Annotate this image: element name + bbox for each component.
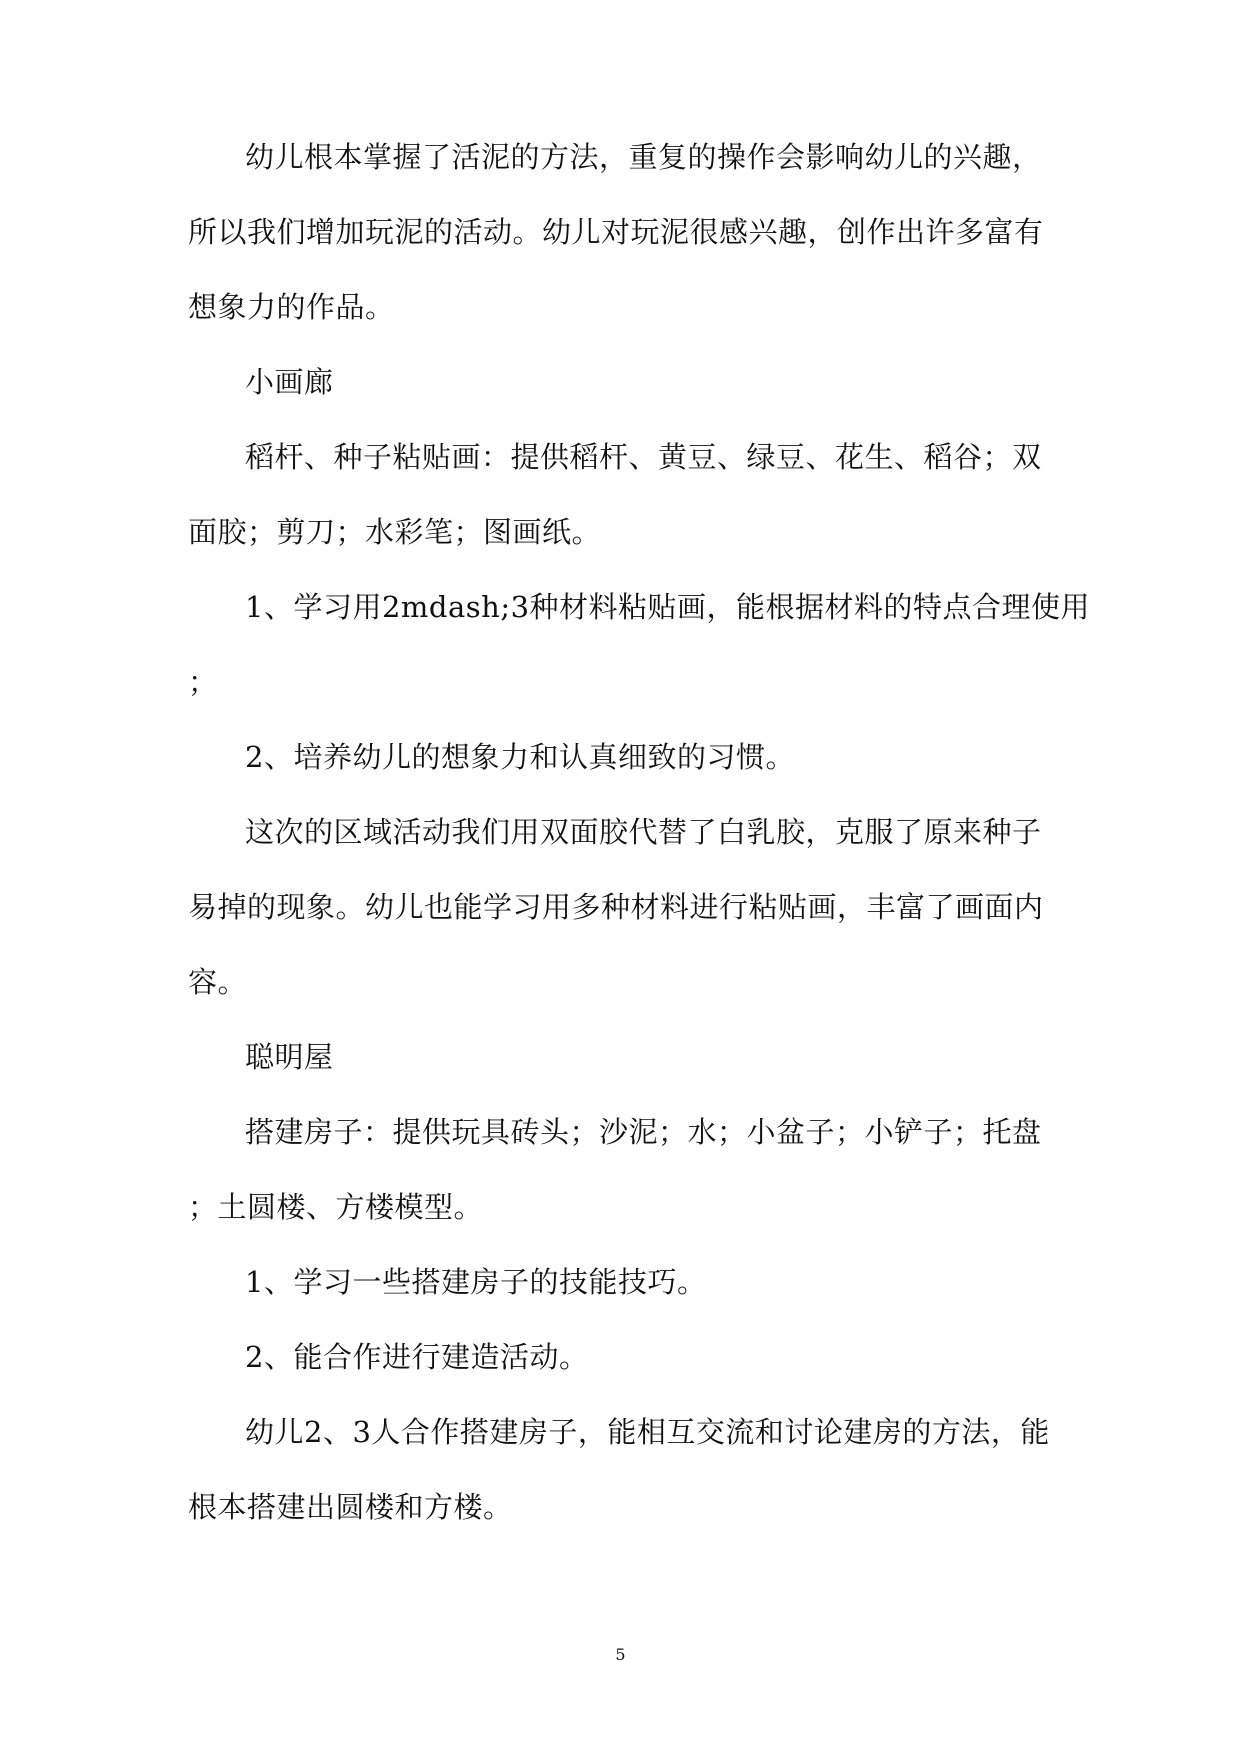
paragraph-line: ；土圆楼、方楼模型。 — [188, 1190, 484, 1224]
paragraph-line: 幼儿2、3人合作搭建房子，能相互交流和讨论建房的方法，能 — [245, 1415, 1050, 1449]
paragraph-line: 稻杆、种子粘贴画：提供稻杆、黄豆、绿豆、花生、稻谷；双 — [245, 440, 1042, 474]
paragraph-line: 搭建房子：提供玩具砖头；沙泥；水；小盆子；小铲子；托盘 — [245, 1115, 1042, 1149]
paragraph-line: 这次的区域活动我们用双面胶代替了白乳胶，克服了原来种子 — [245, 815, 1042, 849]
paragraph-line: 易掉的现象。幼儿也能学习用多种材料进行粘贴画，丰富了画面内 — [188, 890, 1044, 924]
list-item: 1、学习一些搭建房子的技能技巧。 — [245, 1265, 707, 1299]
list-item: 2、能合作进行建造活动。 — [245, 1340, 589, 1374]
paragraph-line: ； — [188, 665, 218, 699]
list-item: 2、培养幼儿的想象力和认真细致的习惯。 — [245, 740, 795, 774]
paragraph-line: 所以我们增加玩泥的活动。幼儿对玩泥很感兴趣，创作出许多富有 — [188, 215, 1044, 249]
section-heading: 聪明屋 — [245, 1040, 334, 1074]
paragraph-line: 根本搭建出圆楼和方楼。 — [188, 1490, 513, 1524]
section-heading: 小画廊 — [245, 365, 334, 399]
list-item: 1、学习用2mdash;3种材料粘贴画，能根据材料的特点合理使用 — [245, 590, 1091, 624]
paragraph-line: 想象力的作品。 — [188, 290, 395, 324]
paragraph-line: 面胶；剪刀；水彩笔；图画纸。 — [188, 515, 602, 549]
paragraph-line: 幼儿根本掌握了活泥的方法，重复的操作会影响幼儿的兴趣， — [245, 140, 1042, 174]
paragraph-line: 容。 — [188, 965, 248, 999]
page-number: 5 — [615, 1645, 626, 1664]
